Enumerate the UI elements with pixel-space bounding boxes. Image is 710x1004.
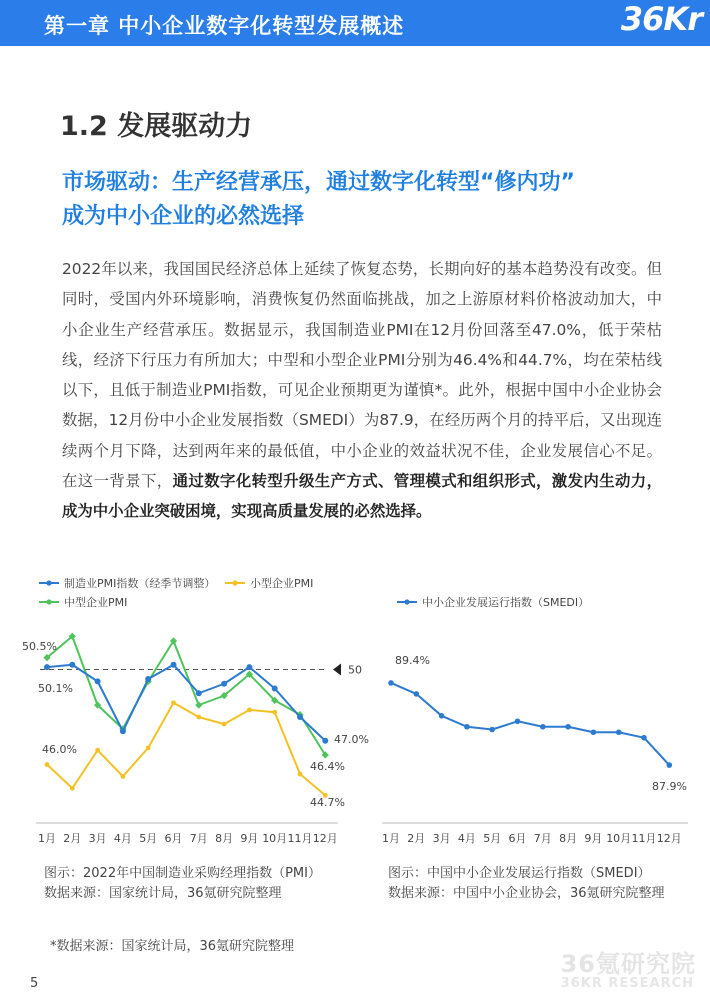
footnote: *数据来源：国家统计局，36氪研究院整理 (50, 939, 295, 954)
pmi-data-point (171, 662, 177, 668)
pmi-data-label: 46.0% (42, 743, 77, 756)
smedi-data-point (464, 724, 470, 730)
body-paragraph (62, 254, 662, 527)
smedi-data-point (616, 729, 622, 735)
subtitle-line-2: 成为中小企业的必然选择 (62, 204, 305, 229)
pmi-data-point (272, 710, 277, 715)
pmi-data-point (171, 700, 176, 705)
smedi-x-tick: 7月 (533, 832, 552, 845)
pmi-data-point (95, 748, 100, 753)
smedi-x-tick: 9月 (584, 832, 603, 845)
pmi-data-point (222, 722, 227, 727)
smedi-caption-title: 图示：中国中小企业发展运行指数（SMEDI） (388, 866, 651, 881)
pmi-x-tick: 8月 (215, 832, 234, 845)
pmi-x-tick: 5月 (139, 832, 158, 845)
subtitle-line-1: 市场驱动：生产经营承压，通过数字化转型“修内功” (62, 170, 575, 195)
smedi-data-point (439, 713, 445, 719)
pmi-data-point (121, 774, 126, 779)
pmi-caption-title: 图示：2022年中国制造业采购经理指数（PMI） (44, 866, 321, 881)
pmi-data-point (246, 664, 252, 670)
smedi-x-tick: 8月 (559, 832, 578, 845)
pmi-series-line (47, 703, 325, 796)
pmi-data-point (70, 786, 75, 791)
pmi-data-point (44, 664, 50, 670)
smedi-x-tick: 11月 (631, 832, 657, 845)
legend-label-smedi: 中小企业发展运行指数（SMEDI） (422, 596, 590, 609)
pmi-reference-label: 50 (348, 663, 362, 677)
smedi-x-tick: 4月 (457, 832, 476, 845)
pmi-data-label: 44.7% (310, 796, 345, 809)
pmi-data-point (298, 772, 303, 777)
legend-label-medium: 中型企业PMI (64, 596, 128, 609)
pmi-x-tick: 1月 (38, 832, 56, 845)
chapter-title: 第一章 中小企业数字化转型发展概述 (44, 14, 405, 38)
smedi-data-point (515, 718, 521, 724)
watermark-en: 36KR RESEARCH (560, 976, 694, 991)
pmi-data-point (120, 728, 126, 734)
smedi-x-tick: 3月 (432, 832, 451, 845)
smedi-data-point (641, 735, 647, 741)
pmi-chart-caption (44, 864, 321, 904)
pmi-data-label: 47.0% (334, 733, 369, 746)
pmi-data-point (322, 738, 328, 744)
smedi-data-label: 87.9% (652, 780, 687, 793)
smedi-chart-caption (388, 864, 665, 904)
pmi-data-point (69, 662, 75, 668)
pmi-data-point (297, 714, 303, 720)
body-bold-text: 通过数字化转型升级生产方式、管理模式和组织形式，激发内生动力，成为中小企业突破困境，实现高质量发展的必然选择。 (62, 472, 662, 521)
pmi-data-point (145, 676, 151, 682)
body-plain-text: 2022年以来，我国国民经济总体上延续了恢复态势，长期向好的基本趋势没有改变。但同时，受国内外环境影响，消费恢复仍然面临挑战，加之上游原材料价格波动加大，中小企业生产经营承压。数据显示，我国制造业PMI在12月份回落至47.0%，低于荣枯线，经济下行压力有所加大；中型和小型企业PMI分别为46.4%和44.7%，均在荣枯线以下，且低于制造业PMI指数，可见企业预期更为谨慎*。此外，根据中国中小企业协会数据，12月份中小企业发展指数（SMEDI）为87.9，在经历两个月的持平后，又出现连续两个月下降，达到两年来的最低值，中小企业的效益状况不佳，企业发展信心不足。在这一背景下， (62, 260, 662, 491)
pmi-data-label: 50.5% (22, 640, 57, 653)
legend-label-manufacturing: 制造业PMI指数（经季节调整） (64, 577, 216, 590)
pmi-reference-arrow (333, 664, 341, 676)
charts-area (0, 560, 710, 860)
smedi-data-point (565, 724, 571, 730)
smedi-x-tick: 6月 (508, 832, 527, 845)
smedi-x-tick: 1月 (382, 832, 400, 845)
pmi-data-point (146, 745, 151, 750)
smedi-x-tick: 10月 (606, 832, 632, 845)
pmi-data-point (272, 686, 278, 692)
smedi-data-point (540, 724, 546, 730)
pmi-caption-source: 数据来源：国家统计局，36氪研究院整理 (44, 886, 282, 901)
subtitle (62, 166, 662, 234)
pmi-series-line (47, 636, 325, 755)
pmi-data-label: 46.4% (310, 760, 345, 773)
smedi-data-label: 89.4% (395, 654, 430, 667)
pmi-data-point (196, 690, 202, 696)
smedi-data-point (489, 727, 495, 733)
pmi-data-point (195, 702, 202, 709)
smedi-series-line (391, 683, 669, 765)
pmi-data-point (196, 715, 201, 720)
pmi-series-line (47, 665, 325, 741)
smedi-data-point (414, 691, 420, 697)
legend-label-small: 小型企业PMI (250, 577, 314, 590)
pmi-data-point (95, 678, 101, 684)
pmi-x-tick: 11月 (287, 832, 313, 845)
pmi-data-point (45, 762, 50, 767)
pmi-data-point (221, 681, 227, 687)
pmi-x-tick: 6月 (164, 832, 183, 845)
pmi-x-tick: 4月 (113, 832, 132, 845)
smedi-x-tick: 5月 (483, 832, 502, 845)
pmi-x-tick: 9月 (240, 832, 259, 845)
pmi-data-point (247, 707, 252, 712)
pmi-x-tick: 2月 (63, 832, 82, 845)
pmi-data-label: 50.1% (38, 682, 73, 695)
smedi-data-point (667, 762, 673, 768)
smedi-data-point (388, 680, 394, 686)
section-title: 1.2 发展驱动力 (60, 111, 253, 142)
brand-logo: 36Kr (620, 0, 702, 38)
pmi-x-tick: 3月 (88, 832, 107, 845)
smedi-x-tick: 2月 (407, 832, 426, 845)
smedi-x-tick: 12月 (656, 832, 682, 845)
smedi-data-point (591, 729, 597, 735)
pmi-x-tick: 7月 (189, 832, 208, 845)
pmi-x-tick: 10月 (262, 832, 288, 845)
page-number: 5 (30, 976, 39, 991)
smedi-caption-source: 数据来源：中国中小企业协会，36氪研究院整理 (388, 886, 665, 901)
watermark-cn: 36氪研究院 (560, 950, 696, 978)
pmi-x-tick: 12月 (312, 832, 338, 845)
